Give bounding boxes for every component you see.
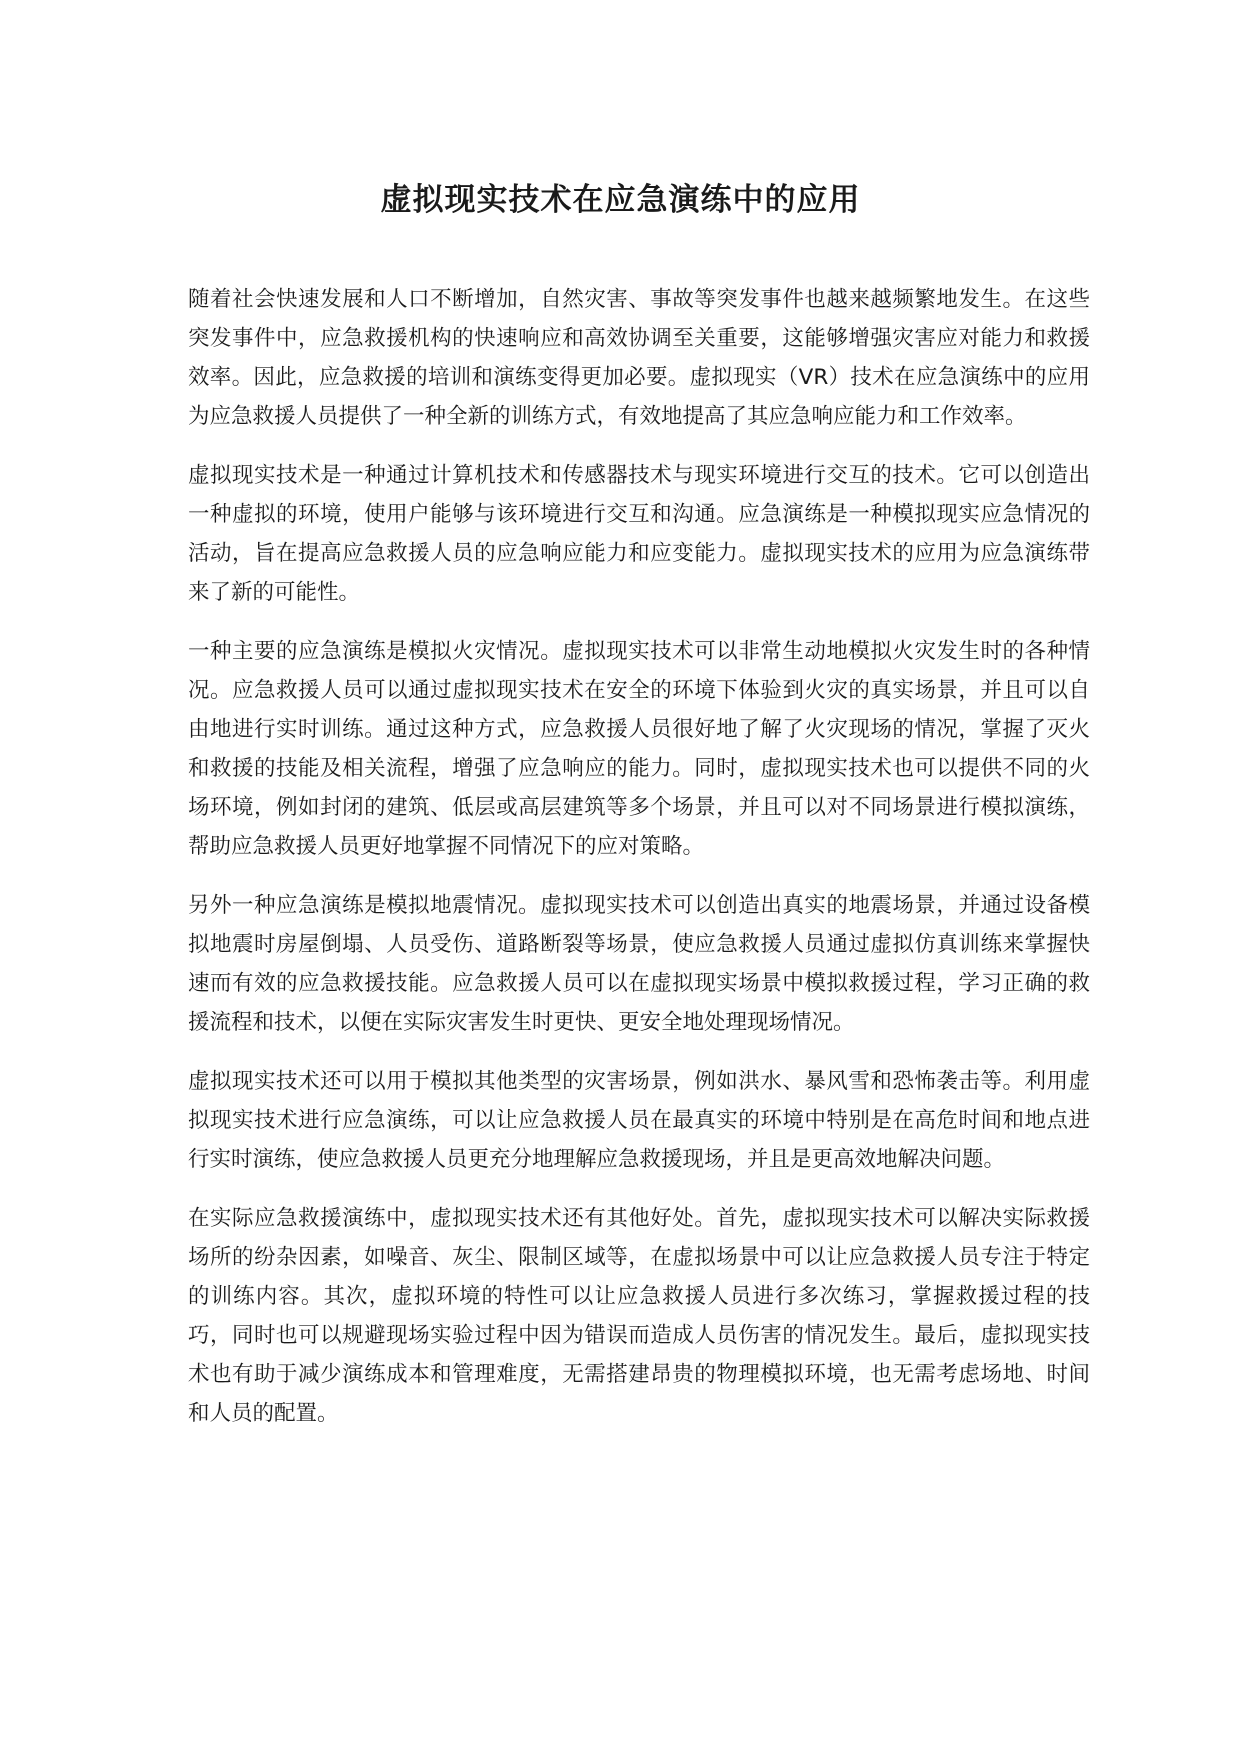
document-title: 虚拟现实技术在应急演练中的应用 [380,182,861,218]
paragraph-2: 虚拟现实技术是一种通过计算机技术和传感器技术与现实环境进行交互的技术。它可以创造出一种虚拟的环境，使用户能够与该环境进行交互和沟通。应急演练是一种模拟现实应急情况的活动，旨在提高应急救援人员的应急响应能力和应变能力。虚拟现实技术的应用为应急演练带来了新的可能性。 [188,463,1090,605]
paragraph-1: 随着社会快速发展和人口不断增加，自然灾害、事故等突发事件也越来越频繁地发生。在这些突发事件中，应急救援机构的快速响应和高效协调至关重要，这能够增强灾害应对能力和救援效率。因此，应急救援的培训和演练变得更加必要。虚拟现实（VR）技术在应急演练中的应用为应急救援人员提供了一种全新的训练方式，有效地提高了其应急响应能力和工作效率。 [188,287,1090,429]
paragraph-6: 在实际应急救援演练中，虚拟现实技术还有其他好处。首先，虚拟现实技术可以解决实际救援场所的纷杂因素，如噪音、灰尘、限制区域等，在虚拟场景中可以让应急救援人员专注于特定的训练内容。其次，虚拟环境的特性可以让应急救援人员进行多次练习，掌握救援过程的技巧，同时也可以规避现场实验过程中因为错误而造成人员伤害的情况发生。最后，虚拟现实技术也有助于减少演练成本和管理难度，无需搭建昂贵的物理模拟环境，也无需考虑场地、时间和人员的配置。 [188,1206,1090,1426]
paragraph-4: 另外一种应急演练是模拟地震情况。虚拟现实技术可以创造出真实的地震场景，并通过设备模拟地震时房屋倒塌、人员受伤、道路断裂等场景，使应急救援人员通过虚拟仿真训练来掌握快速而有效的应急救援技能。应急救援人员可以在虚拟现实场景中模拟救援过程，学习正确的救援流程和技术，以便在实际灾害发生时更快、更安全地处理现场情况。 [188,893,1090,1035]
paragraph-3: 一种主要的应急演练是模拟火灾情况。虚拟现实技术可以非常生动地模拟火灾发生时的各种情况。应急救援人员可以通过虚拟现实技术在安全的环境下体验到火灾的真实场景，并且可以自由地进行实时训练。通过这种方式，应急救援人员很好地了解了火灾现场的情况，掌握了灭火和救援的技能及相关流程，增强了应急响应的能力。同时，虚拟现实技术也可以提供不同的火场环境，例如封闭的建筑、低层或高层建筑等多个场景，并且可以对不同场景进行模拟演练，帮助应急救援人员更好地掌握不同情况下的应对策略。 [188,639,1090,859]
paragraph-5: 虚拟现实技术还可以用于模拟其他类型的灾害场景，例如洪水、暴风雪和恐怖袭击等。利用虚拟现实技术进行应急演练，可以让应急救援人员在最真实的环境中特别是在高危时间和地点进行实时演练，使应急救援人员更充分地理解应急救援现场，并且是更高效地解决问题。 [188,1069,1090,1172]
document-body [188,280,1090,1453]
